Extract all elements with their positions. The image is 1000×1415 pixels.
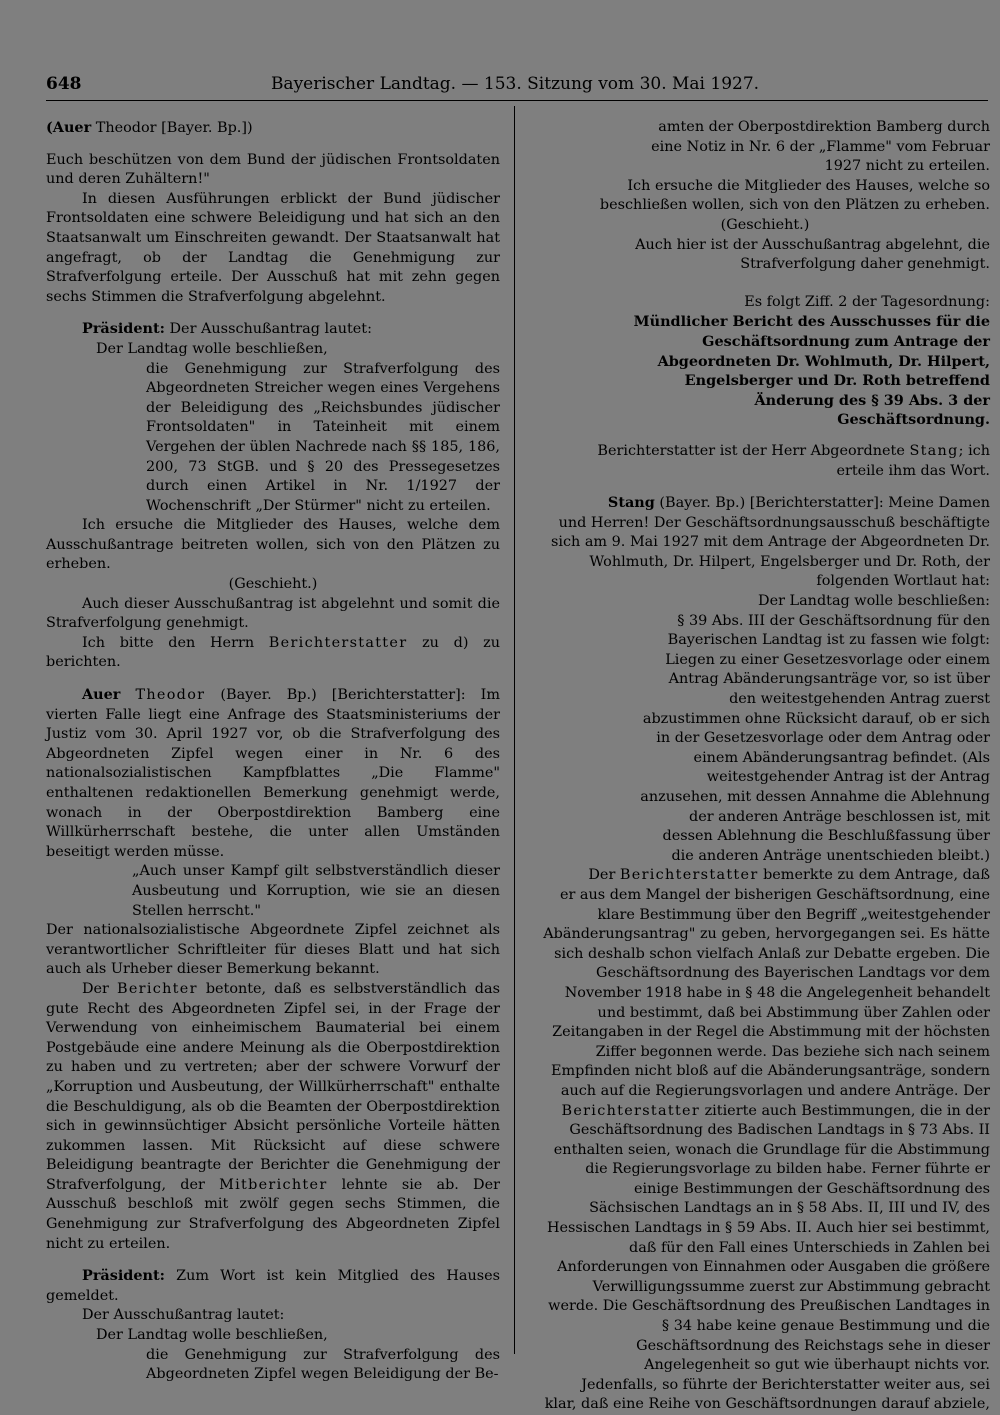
spaced-emphasis: Berichterstatter (268, 634, 408, 651)
speaker-name: Stang (607, 494, 655, 512)
text-run: ; ich erteile ihm das Wort. (836, 442, 990, 479)
text-run: Der (588, 867, 620, 884)
paragraph (46, 1346, 500, 1385)
paragraph (46, 575, 500, 595)
speaker-name: (Auer (46, 119, 92, 136)
paragraph (46, 118, 500, 139)
text-run: Mündlicher Bericht des Ausschusses für die Geschäftsordnung zum Antrage der Abgeordneten Dr. Wohlmuth, Dr. Hilpert, Engelsberger und Dr. Roth betreffend Änderung des § 39 Abs. 3 der Geschäftsordnung. (633, 313, 990, 429)
right-column (540, 118, 990, 1415)
paragraph (46, 634, 500, 673)
paragraph (46, 151, 500, 190)
paragraph (540, 592, 990, 612)
text-run: Der (82, 980, 117, 997)
paragraph (46, 1266, 500, 1306)
text-run: (Geschieht.) (720, 216, 810, 233)
spaced-emphasis: Mitberichter (219, 1176, 328, 1193)
paragraph (46, 319, 500, 340)
text-run: Liegen zu einer Gesetzesvorlage oder einem Antrag Abänderungsanträge vor, so ist über den weitestgehenden Antrag zuerst abzustimmen ohne Rücksicht darauf, ob er sich in der Gesetzesvorlage oder dem Antrag oder einem Abänderungsantrag befindet. (Als weitestgehender Antrag ist der Antrag anzusehen, mit dessen Annahme die Ablehnung der anderen Anträge beschlossen ist, mit dessen Ablehnung die Beschlußfassung über die anderen Anträge unentschieden bleibt.) (640, 651, 990, 864)
paragraph (46, 1326, 500, 1346)
text-run: (Geschieht.) (228, 576, 318, 593)
text-run: zu d) zu berichten. (46, 634, 501, 671)
text-run: Jedenfalls, so führte der Berichterstatter weiter aus, sei klar, daß eine Reihe von Geschäftsordnungen darauf abziele, (544, 1376, 990, 1413)
left-column (46, 118, 500, 1385)
text-run: Der Ausschußantrag lautet: (82, 1307, 285, 1324)
speaker-name: Präsident: (82, 1267, 165, 1285)
paragraph (46, 340, 500, 360)
paragraph (540, 293, 990, 313)
text-run: Der Landtag wolle beschließen: (758, 593, 990, 610)
text-run: „Auch unser Kampf gilt selbstverständlich dieser Ausbeutung und Korruption, wie sie an diesen Stellen herrscht." (132, 863, 500, 919)
paragraph (540, 651, 990, 867)
text-run: Berichterstatter ist der Herr Abgeordnete (597, 442, 910, 459)
spaced-emphasis: Berichterstatter (561, 1102, 701, 1119)
header-rule (46, 100, 988, 101)
paragraph (46, 1306, 500, 1326)
paragraph (540, 1376, 990, 1415)
text-run: bemerkte zu dem Antrage, daß er aus dem Mangel der bisherigen Geschäftsordnung, eine klare Bestimmung über den Begriff „weitestgehender Abänderungsantrag" zu geben, hervorgegangen sei. Es hätte sich deshalb schon vielfach Anlaß zur Debatte ergeben. Die Geschäftsordnung des Bayerischen Landtags vor dem November 1918 habe in § 48 die Angelegenheit behandelt und bestimmt, daß bei Abstimmung über Zahlen oder Zeitangaben in der Regel die Abstimmung mit der höchsten Ziffer begonnen werde. Das beziehe sich nach seinem Empfinden nicht bloß auf die Abänderungsanträge, sondern auch auf die Regierungsvorlagen und andere Anträge. Der (543, 867, 990, 1099)
paragraph (46, 190, 500, 308)
text-run: die Genehmigung zur Strafverfolgung des Abgeordneten Zipfel wegen Beleidigung der Be- (146, 1346, 500, 1383)
paragraph (46, 360, 500, 517)
speaker-name: Auer (82, 686, 121, 704)
paragraph (46, 685, 500, 862)
text-run: (Bayer. Bp.) [Berichterstatter]: Im vierten Falle liegt eine Anfrage des Staatsministeriums der Justiz vom 30. April 1927 vor, ob die Strafverfolgung des Abgeordneten Zipfel wegen einer in Nr. 6 des nationalsozialistischen Kampfblattes „Die Flamme" enthaltenen redaktionellen Bemerkung genehmigt werde, wonach in der Oberpostdirektion Bamberg eine Willkürherrschaft bestehe, die unter allen Umständen beseitigt werden müsse. (46, 687, 500, 860)
text-run: Zum Wort ist kein Mitglied des Hauses gemeldet. (46, 1268, 500, 1304)
text-run: Euch beschützen von dem Bund der jüdischen Frontsoldaten und deren Zuhältern!" (46, 151, 500, 188)
text-run: (Bayer. Bp.) [Berichterstatter]: Meine Damen und Herren! Der Geschäftsordnungsausschuß beschäftigte sich am 9. Mai 1927 mit dem Antrage der Abgeordneten Dr. Wohlmuth, Dr. Hilpert, Engelsberger und Dr. Roth, der folgenden Wortlaut hat: (550, 495, 990, 590)
paragraph (540, 118, 990, 177)
text-run: die Genehmigung zur Strafverfolgung des Abgeordneten Streicher wegen eines Vergehens der Beleidigung des „Reichsbundes jüdischer Frontsoldaten" in Tateinheit mit einem Vergehen der üblen Nachrede nach §§ 185, 186, 200, 73 StGB. und § 20 des Pressegesetzes durch einen Artikel in Nr. 1/1927 der Wochenschrift „Der Stürmer" nicht zu erteilen. (146, 360, 500, 514)
paragraph (540, 236, 990, 275)
text-run: amten der Oberpostdirektion Bamberg durch eine Notiz in Nr. 6 der „Flamme" vom Februar 1927 nicht zu erteilen. (651, 119, 990, 175)
paragraph (540, 177, 990, 216)
page-number: 648 (46, 74, 82, 94)
paragraph (46, 921, 500, 980)
text-run: Der nationalsozialistische Abgeordnete Zipfel zeichnet als verantwortlicher Schriftleiter für dieses Blatt und hat sich auch als Urheber dieser Bemerkung bekannt. (46, 922, 500, 978)
text-run: Ich ersuche die Mitglieder des Hauses, welche so beschließen wollen, sich von den Plätzen zu erheben. (599, 177, 990, 214)
text-run: Der Ausschußantrag lautet: (164, 321, 372, 338)
text-run: Theodor [Bayer. Bp.]) (91, 120, 253, 136)
paragraph (46, 862, 500, 921)
paragraph (540, 612, 990, 651)
paragraph (540, 216, 990, 236)
page-header (46, 72, 984, 96)
paragraph (46, 595, 500, 634)
text-run: Es folgt Ziff. 2 der Tagesordnung: (744, 293, 990, 310)
paragraph (46, 980, 500, 1254)
text-run: Der Landtag wolle beschließen, (96, 340, 328, 357)
column-divider (514, 106, 515, 1354)
text-run: Ich ersuche die Mitglieder des Hauses, welche dem Ausschußantrage beitreten wollen, sich von den Plätzen zu erheben. (46, 517, 500, 573)
text-run: zitierte auch Bestimmungen, die in der Geschäftsordnung des Badischen Landtags in § 73 Abs. II enthalten seien, wonach die Grundlage für die Abstimmung die Regierungsvorlage zu bilden habe. Ferner führte er einige Bestimmungen der Geschäftsordnung des Sächsischen Landtags an in § 58 Abs. II, III und IV, des Hessischen Landtags in § 59 Abs. II. Auch hier sei bestimmt, daß für den Fall eines Unterschieds in Zahlen bei Anforderungen von Einnahmen oder Ausgaben die größere Verwilligungssumme zuerst zur Abstimmung gebracht werde. Die Geschäftsordnung des Preußischen Landtages in § 34 habe keine genaue Bestimmung und die Geschäftsordnung des Reichstags sehe in dieser Angelegenheit so gut wie überhaupt nichts vor. (546, 1102, 990, 1374)
paragraph (540, 866, 990, 1375)
paragraph (540, 442, 990, 481)
spaced-emphasis: Stang (909, 442, 959, 459)
paragraph (540, 493, 990, 592)
text-run: Der Landtag wolle beschließen, (96, 1327, 328, 1344)
text-run: § 39 Abs. III der Geschäftsordnung für den Bayerischen Landtag ist zu fassen wie folgt: (667, 612, 990, 649)
text-run (120, 687, 135, 703)
text-run: Ich bitte den Herrn (82, 634, 269, 651)
text-run: Auch hier ist der Ausschußantrag abgelehnt, die Strafverfolgung daher genehmigt. (635, 236, 990, 273)
running-title: Bayerischer Landtag. — 153. Sitzung vom 30. Mai 1927. (270, 74, 760, 94)
spaced-emphasis: Theodor (135, 687, 206, 704)
spaced-emphasis: Berichter (116, 980, 198, 997)
text-run: lehnte sie ab. Der Ausschuß beschloß mit zwölf gegen sechs Stimmen, die Genehmigung zur Strafverfolgung des Abgeordneten Zipfel nicht zu erteilen. (46, 1176, 500, 1252)
speaker-name: Präsident: (82, 320, 165, 338)
paragraph (46, 516, 500, 575)
spaced-emphasis: Berichterstatter (619, 867, 759, 884)
text-run: betonte, daß es selbstverständlich das gute Recht des Abgeordneten Zipfel sei, in der Frage der Verwendung von einheimischem Baumaterial bei einem Postgebäude eine andere Meinung als die Oberpostdirektion zu haben und zu vertreten; aber der schwere Vorwurf der „Korruption und Ausbeutung, der Willkürherrschaft" enthalte die Beschuldigung, als ob die Beamten der Oberpostdirektion sich in gewinnsüchtiger Absicht persönliche Vorteile hätten zukommen lassen. Mit Rücksicht auf diese schwere Beleidigung beantragte der Berichter die Genehmigung der Strafverfolgung, der (46, 980, 500, 1193)
paragraph (610, 312, 990, 430)
text-run: In diesen Ausführungen erblickt der Bund jüdischer Frontsoldaten eine schwere Beleidigung und hat sich an den Staatsanwalt um Einschreiten gewandt. Der Staatsanwalt hat angefragt, ob der Landtag die Genehmigung zur Strafverfolgung erteile. Der Ausschuß hat mit zehn gegen sechs Stimmen die Strafverfolgung abgelehnt. (46, 190, 500, 305)
text-run: Auch dieser Ausschußantrag ist abgelehnt und somit die Strafverfolgung genehmigt. (46, 595, 500, 632)
